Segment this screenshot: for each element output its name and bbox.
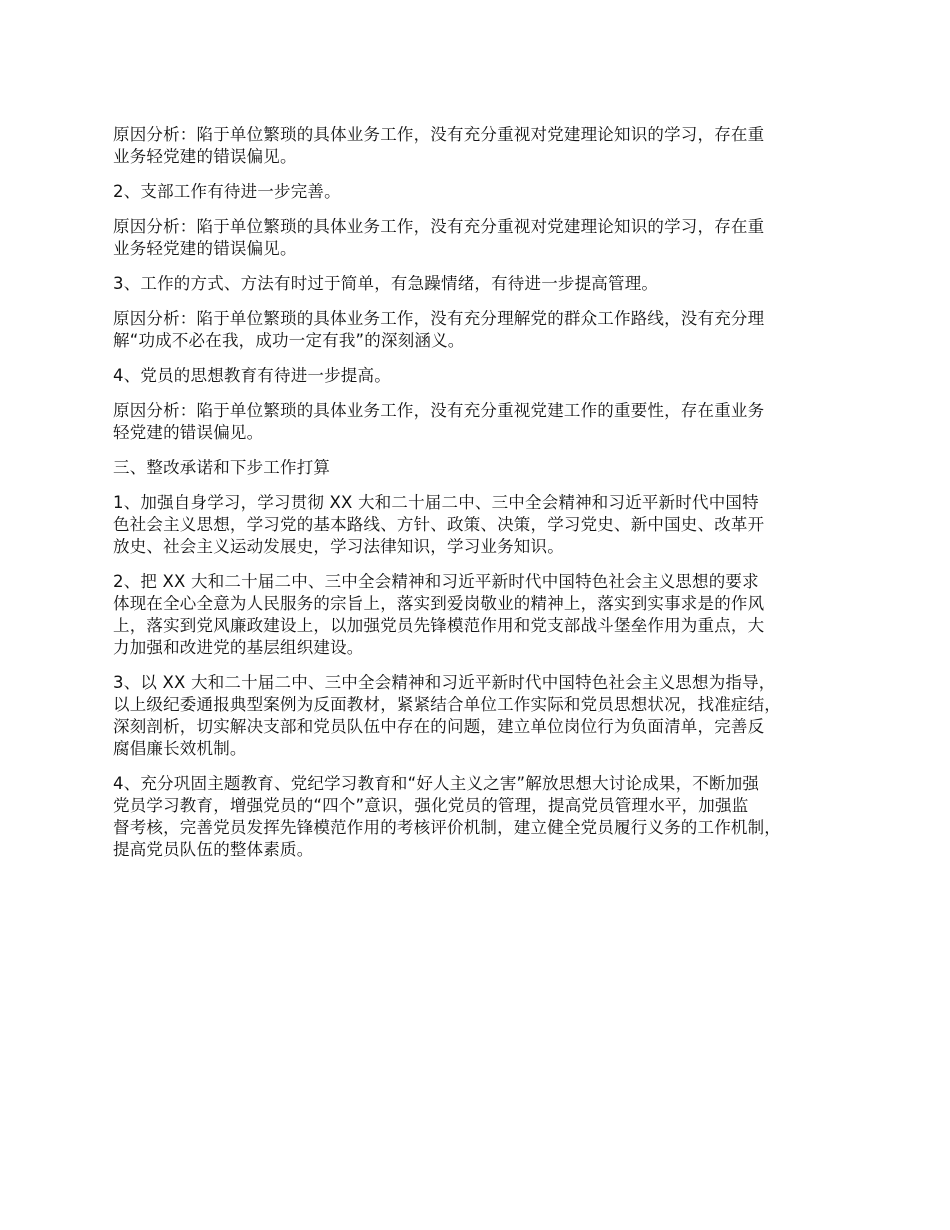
cause-analysis-paragraph bbox=[113, 308, 853, 352]
cause-analysis-paragraph bbox=[113, 400, 853, 444]
text-line: 深刻剖析，切实解决支部和党员队伍中存在的问题，建立单位岗位行为负面清单，完善反 bbox=[113, 717, 765, 736]
text-line: 党员学习教育，增强党员的“四个”意识，强化党员的管理，提高党员管理水平，加强监 bbox=[113, 796, 749, 815]
text-line: 解“功成不必在我，成功一定有我”的深刻涵义。 bbox=[113, 331, 465, 350]
text-line: 三、整改承诺和下步工作打算 bbox=[113, 458, 331, 477]
text-line: 1、加强自身学习，学习贯彻 XX 大和二十届二中、三中全会精神和习近平新时代中国特 bbox=[113, 493, 759, 512]
text-line: 力加强和改进党的基层组织建设。 bbox=[113, 638, 364, 657]
text-line: 督考核，完善党员发挥先锋模范作用的考核评价机制，建立健全党员履行义务的工作机制， bbox=[113, 818, 781, 837]
commitment-item-1 bbox=[113, 492, 853, 558]
text-line: 2、把 XX 大和二十届二中、三中全会精神和习近平新时代中国特色社会主义思想的要求 bbox=[113, 572, 759, 591]
text-line: 腐倡廉长效机制。 bbox=[113, 739, 247, 758]
text-line: 放史、社会主义运动发展史，学习法律知识，学习业务知识。 bbox=[113, 537, 564, 556]
issue-heading-2 bbox=[113, 181, 853, 203]
text-line: 业务轻党建的错误偏见。 bbox=[113, 239, 297, 258]
text-line: 2、支部工作有待进一步完善。 bbox=[113, 182, 341, 201]
text-line: 业务轻党建的错误偏见。 bbox=[113, 147, 297, 166]
text-line: 3、工作的方式、方法有时过于简单，有急躁情绪，有待进一步提高管理。 bbox=[113, 274, 659, 293]
cause-analysis-paragraph bbox=[113, 124, 853, 168]
issue-heading-4 bbox=[113, 365, 853, 387]
commitment-item-2 bbox=[113, 571, 853, 659]
issue-heading-3 bbox=[113, 273, 853, 295]
text-line: 体现在全心全意为人民服务的宗旨上，落实到爱岗敬业的精神上，落实到实事求是的作风 bbox=[113, 594, 765, 613]
section-heading-rectification bbox=[113, 457, 853, 479]
commitment-item-3 bbox=[113, 672, 853, 760]
cause-analysis-paragraph bbox=[113, 216, 853, 260]
text-line: 色社会主义思想，学习党的基本路线、方针、政策、决策，学习党史、新中国史、改革开 bbox=[113, 515, 765, 534]
text-line: 4、党员的思想教育有待进一步提高。 bbox=[113, 366, 391, 385]
document-page bbox=[113, 124, 853, 874]
text-line: 以上级纪委通报典型案例为反面教材，紧紧结合单位工作实际和党员思想状况，找准症结， bbox=[113, 695, 781, 714]
text-line: 提高党员队伍的整体素质。 bbox=[113, 840, 314, 859]
text-line: 轻党建的错误偏见。 bbox=[113, 423, 264, 442]
text-line: 原因分析：陷于单位繁琐的具体业务工作，没有充分理解党的群众工作路线，没有充分理 bbox=[113, 309, 765, 328]
text-line: 3、以 XX 大和二十届二中、三中全会精神和习近平新时代中国特色社会主义思想为指导， bbox=[113, 673, 776, 692]
text-line: 上，落实到党风廉政建设上，以加强党员先锋模范作用和党支部战斗堡垒作用为重点，大 bbox=[113, 616, 765, 635]
text-line: 4、充分巩固主题教育、党纪学习教育和“好人主义之害”解放思想大讨论成果，不断加强 bbox=[113, 774, 760, 793]
text-line: 原因分析：陷于单位繁琐的具体业务工作，没有充分重视对党建理论知识的学习，存在重 bbox=[113, 125, 765, 144]
commitment-item-4 bbox=[113, 773, 853, 861]
text-line: 原因分析：陷于单位繁琐的具体业务工作，没有充分重视对党建理论知识的学习，存在重 bbox=[113, 217, 765, 236]
text-line: 原因分析：陷于单位繁琐的具体业务工作，没有充分重视党建工作的重要性，存在重业务 bbox=[113, 401, 765, 420]
